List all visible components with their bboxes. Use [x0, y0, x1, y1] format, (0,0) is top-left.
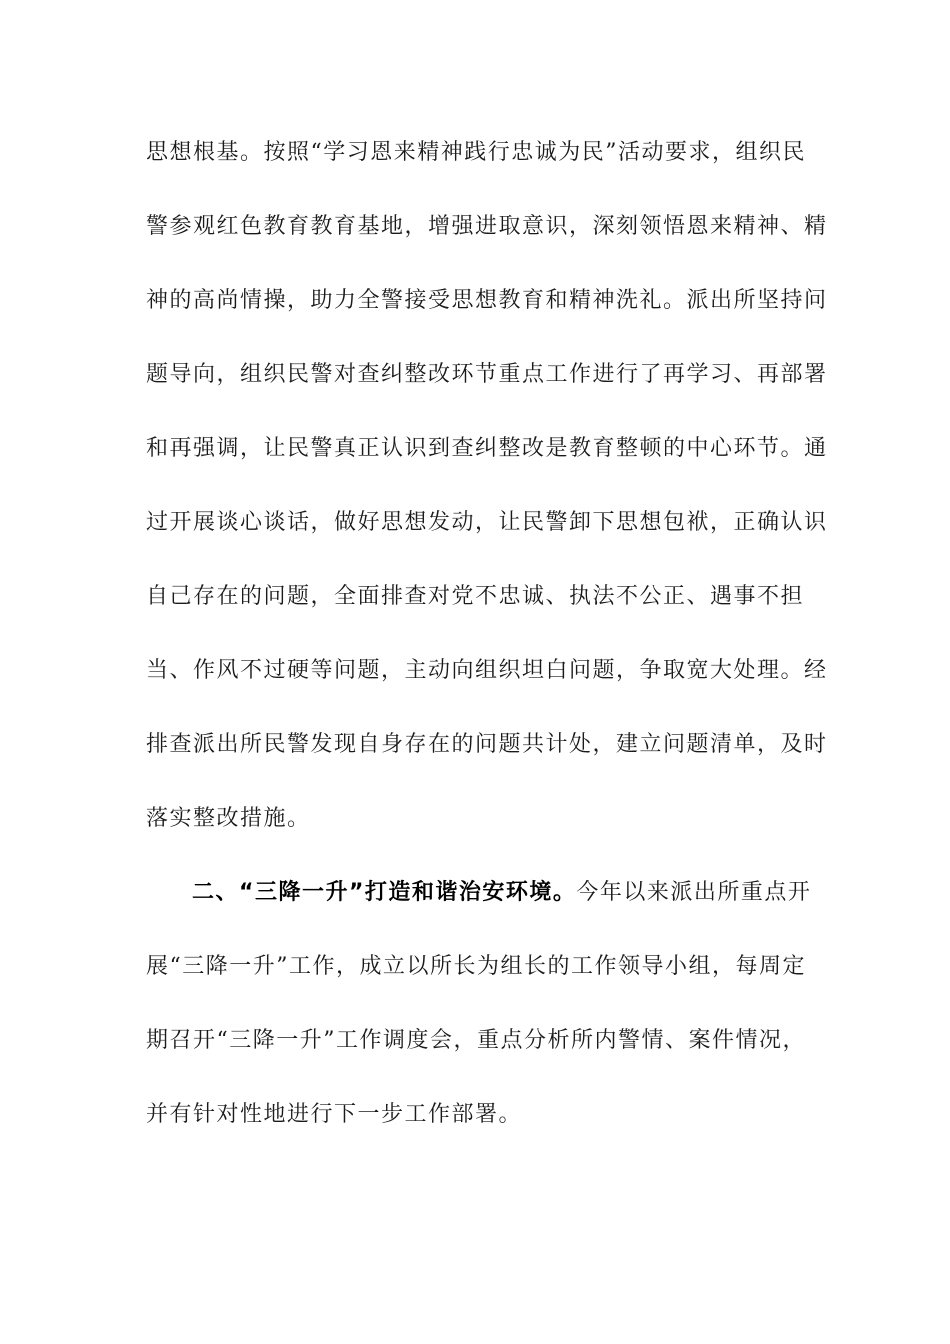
- section-heading: 二、“三降一升”打造和谐治安环境。: [192, 880, 577, 905]
- paragraph-line: 期召开“三降一升”工作调度会，重点分析所内警情、案件情况，: [146, 1028, 806, 1053]
- paragraph-line: 思想根基。按照“学习恩来精神践行忠诚为民”活动要求，组织民: [146, 140, 806, 165]
- paragraph-line: 排查派出所民警发现自身存在的问题共计处，建立问题清单，及时: [146, 732, 828, 757]
- paragraph-line: 过开展谈心谈话，做好思想发动，让民警卸下思想包袱，正确认识: [146, 510, 828, 535]
- section-heading-continuation: 今年以来派出所重点开: [576, 880, 812, 905]
- paragraph-line: 题导向，组织民警对查纠整改环节重点工作进行了再学习、再部署: [146, 362, 828, 387]
- paragraph-line: 当、作风不过硬等问题，主动向组织坦白问题，争取宽大处理。经: [146, 658, 828, 683]
- paragraph-line: 展“三降一升”工作，成立以所长为组长的工作领导小组，每周定: [146, 954, 806, 979]
- paragraph-line: 自己存在的问题，全面排查对党不忠诚、执法不公正、遇事不担: [146, 584, 805, 609]
- paragraph-line: 和再强调，让民警真正认识到查纠整改是教育整顿的中心环节。通: [146, 436, 828, 461]
- paragraph-line: 落实整改措施。: [146, 806, 311, 831]
- paragraph-line: 警参观红色教育教育基地，增强进取意识，深刻领悟恩来精神、精: [146, 214, 828, 239]
- paragraph-line: 神的高尚情操，助力全警接受思想教育和精神洗礼。派出所坚持问: [146, 288, 828, 313]
- paragraph-line: 并有针对性地进行下一步工作部署。: [146, 1102, 523, 1127]
- section-heading-line: [192, 878, 812, 908]
